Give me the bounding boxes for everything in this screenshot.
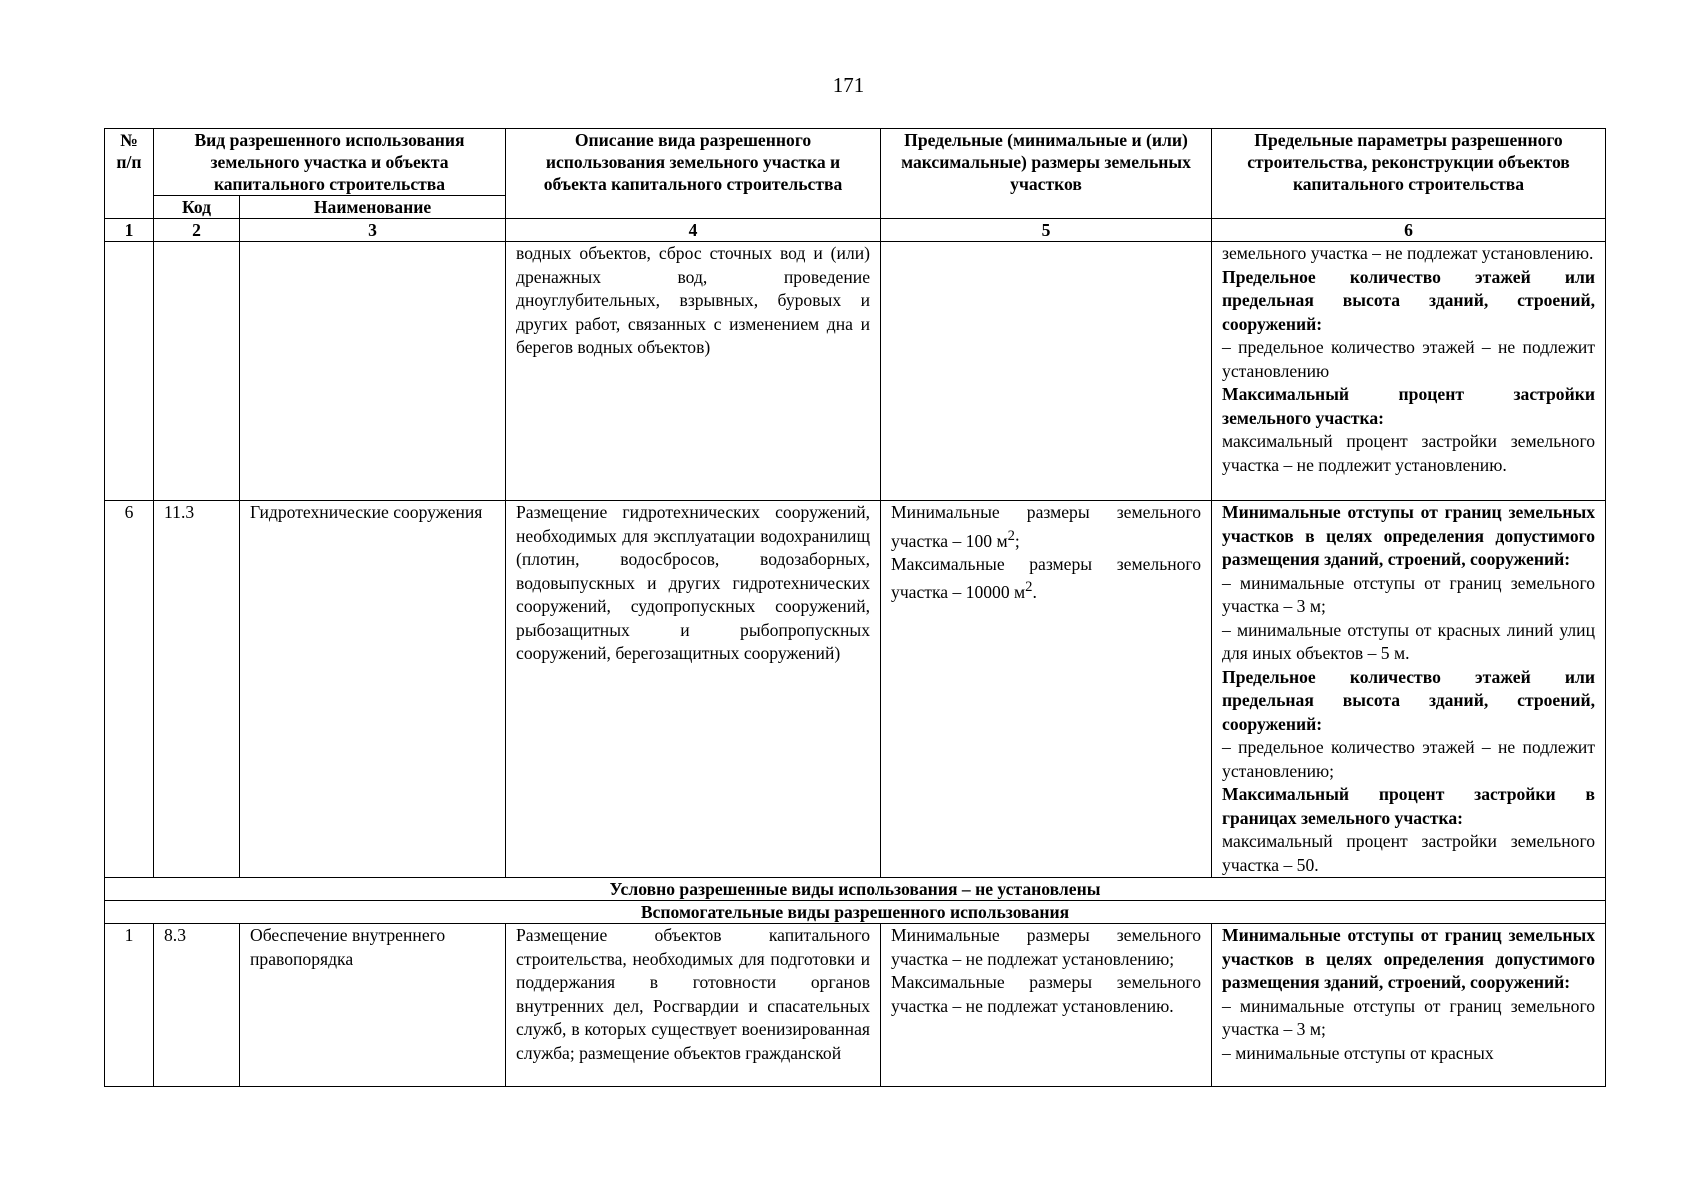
- params-heading: Минимальные отступы от границ земельных участков в целях определения допустимого размещения зданий, строений, сооружений:: [1222, 502, 1596, 569]
- row-code: 11.3: [154, 501, 240, 878]
- table-row-aux-1: [105, 924, 1606, 1087]
- header-kind: Вид разрешенного использования земельного участка и объекта капитального строительства: [154, 129, 506, 196]
- header-params: Предельные параметры разрешенного строительства, реконструкции объектов капитального строительства: [1212, 129, 1606, 219]
- column-number: 1: [105, 219, 154, 242]
- row-params: [1212, 924, 1606, 1087]
- row-code: 8.3: [154, 924, 240, 1087]
- params-text: максимальный процент застройки земельного участка – 50.: [1222, 831, 1596, 875]
- header-num: № п/п: [105, 129, 154, 219]
- row-name: Обеспечение внутреннего правопорядка: [240, 924, 506, 1087]
- params-text: – минимальные отступы от границ земельного участка – 3 м;: [1222, 995, 1596, 1039]
- params-text: – минимальные отступы от красных линий улиц для иных объектов – 5 м.: [1222, 619, 1596, 663]
- size-min: Минимальные размеры земельного участка – 100 $м^2$;: [891, 502, 1202, 551]
- row-number: 1: [105, 924, 154, 1087]
- row-size: [881, 924, 1212, 1087]
- land-use-table: [104, 128, 1606, 1087]
- params-heading: Предельное количество этажей или предельная высота зданий, строений, сооружений:: [1222, 266, 1596, 334]
- params-text: – минимальные отступы от границ земельного участка – 3 м;: [1222, 572, 1596, 616]
- params-text: – предельное количество этажей – не подлежит установлению: [1222, 337, 1596, 381]
- params-heading: Максимальный процент застройки в границах земельного участка:: [1222, 784, 1596, 828]
- params-heading: Минимальные отступы от границ земельных участков в целях определения допустимого размещения зданий, строений, сооружений:: [1222, 925, 1596, 992]
- page-number: 171: [832, 73, 865, 97]
- row-number: 6: [105, 501, 154, 878]
- section-row-conditional: [105, 878, 1606, 901]
- column-number: 5: [881, 219, 1212, 242]
- params-text: – предельное количество этажей – не подлежит установлению;: [1222, 737, 1596, 781]
- table-row-6: [105, 501, 1606, 878]
- section-auxiliary-heading: Вспомогательные виды разрешенного использования: [105, 901, 1606, 924]
- header-size: Предельные (минимальные и (или) максимальные) размеры земельных участков: [881, 129, 1212, 219]
- params-heading: Предельное количество этажей или предельная высота зданий, строений, сооружений:: [1222, 666, 1596, 734]
- row-description: Размещение объектов капитального строительства, необходимых для подготовки и поддержания в готовности органов внутренних дел, Росгвардии и спасательных служб, в которых существует военизированная служба; размещение объектов гражданской: [506, 924, 881, 1087]
- section-row-auxiliary: [105, 901, 1606, 924]
- params-text: земельного участка – не подлежат установлению.: [1222, 243, 1594, 263]
- section-conditional-heading: Условно разрешенные виды использования – не установлены: [105, 878, 1606, 901]
- header-name: Наименование: [240, 196, 506, 219]
- column-number: 6: [1212, 219, 1606, 242]
- size-max: Максимальные размеры земельного участка – 10000 $м^2$.: [891, 553, 1202, 603]
- column-number: 4: [506, 219, 881, 242]
- size-min: Минимальные размеры земельного участка – не подлежат установлению;: [891, 925, 1202, 969]
- column-number: 2: [154, 219, 240, 242]
- row-name: Гидротехнические сооружения: [240, 501, 506, 878]
- table-row-continued: [105, 242, 1606, 501]
- row-cont-params: [1212, 242, 1606, 501]
- column-number: 3: [240, 219, 506, 242]
- size-max: Максимальные размеры земельного участка – не подлежат установлению.: [891, 972, 1202, 1016]
- params-heading: Максимальный процент застройки земельного участка:: [1222, 384, 1596, 428]
- header-description: Описание вида разрешенного использования земельного участка и объекта капитального строительства: [506, 129, 881, 219]
- header-code: Код: [154, 196, 240, 219]
- row-size: [881, 501, 1212, 878]
- column-number-row: [105, 219, 1606, 242]
- row-cont-description: водных объектов, сброс сточных вод и (или) дренажных вод, проведение дноуглубительных, взрывных, буровых и других работ, связанных с изменением дна и берегов водных объектов): [506, 242, 881, 501]
- row-params: [1212, 501, 1606, 878]
- params-text: – минимальные отступы от красных: [1222, 1042, 1494, 1063]
- row-description: Размещение гидротехнических сооружений, необходимых для эксплуатации водохранилищ (плотин, водосбросов, водозаборных, водовыпускных и других гидротехнических сооружений, судопропускных сооружений, рыбозащитных и рыбопропускных сооружений, берегозащитных сооружений): [506, 501, 881, 878]
- header-row-1: [105, 129, 1606, 196]
- params-text: максимальный процент застройки земельного участка – не подлежит установлению.: [1222, 431, 1596, 475]
